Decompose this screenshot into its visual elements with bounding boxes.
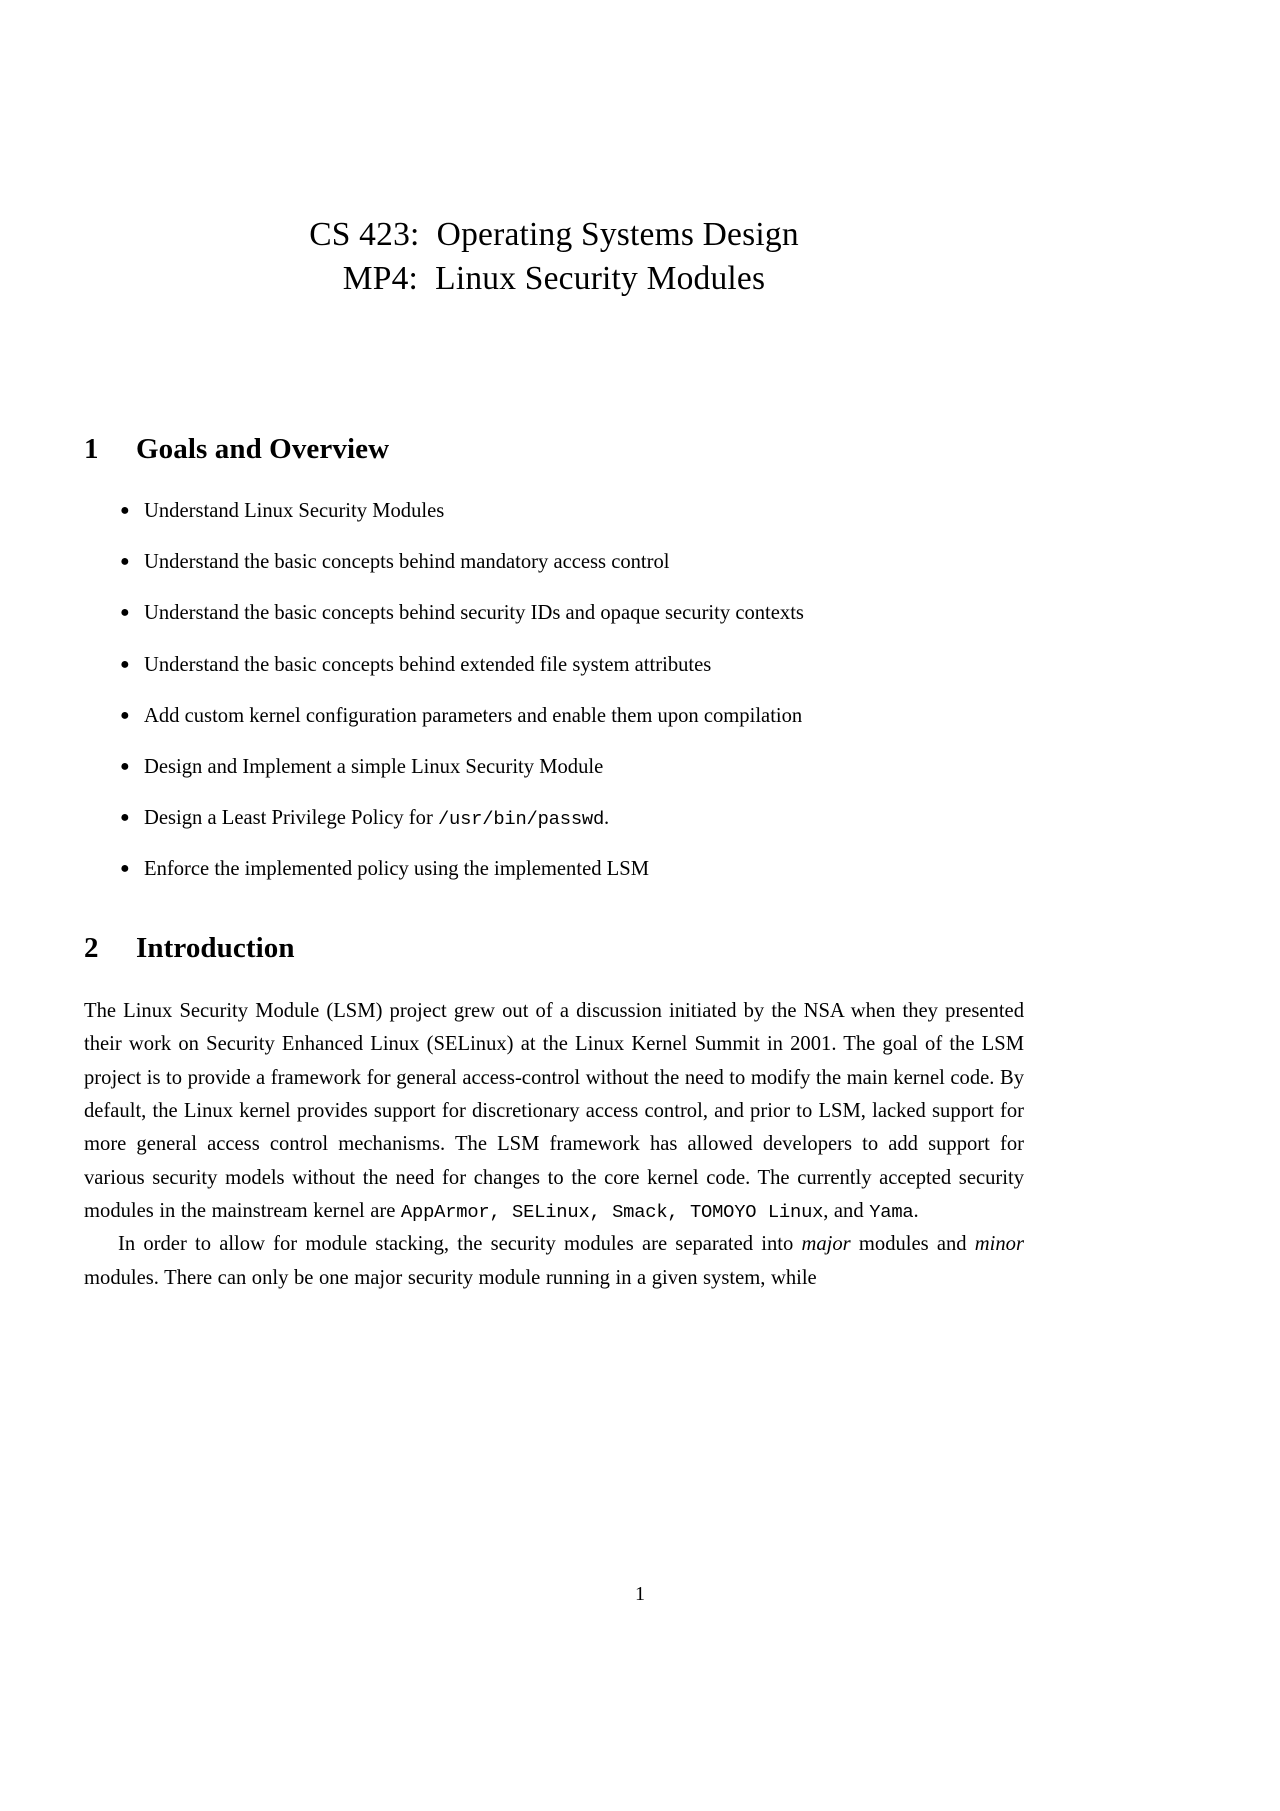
goal-text-tail: . — [604, 807, 610, 830]
goal-text: Understand the basic concepts behind mandatory access control — [144, 551, 670, 574]
goal-text: Add custom kernel configuration parameters and enable them upon compilation — [144, 704, 803, 727]
list-item — [84, 705, 1024, 729]
bullet-icon: ● — [120, 604, 130, 622]
bullet-icon: ● — [120, 553, 130, 571]
paragraph-text: modules and — [850, 1233, 975, 1256]
code-path-passwd: /usr/bin/passwd — [437, 808, 605, 831]
list-item — [84, 756, 1024, 780]
intro-paragraph-1 — [84, 995, 1024, 1229]
code-module-list: AppArmor, SELinux, Smack, TOMOYO Linux — [400, 1201, 824, 1224]
section-title-1: Goals and Overview — [136, 433, 390, 466]
goal-text: Understand Linux Security Modules — [144, 500, 445, 523]
section-number-2: 2 — [84, 931, 99, 964]
bullet-icon: ● — [120, 809, 130, 827]
goals-list — [84, 500, 1024, 882]
list-item — [84, 807, 1024, 831]
section-introduction — [84, 932, 1024, 1295]
page-number: 1 — [635, 1583, 645, 1605]
emphasis-minor: minor — [974, 1233, 1024, 1256]
goal-text: Understand the basic concepts behind extended file system attributes — [144, 653, 712, 676]
emphasis-major: major — [801, 1233, 851, 1256]
paragraph-text: , and — [823, 1200, 870, 1223]
bullet-icon: ● — [120, 655, 130, 673]
bullet-icon: ● — [120, 757, 130, 775]
goal-text: Design a Least Privilege Policy for — [144, 807, 438, 830]
goal-text: Understand the basic concepts behind security IDs and opaque security contexts — [144, 602, 804, 625]
section-goals-and-overview — [84, 433, 1024, 882]
list-item — [84, 500, 1024, 524]
intro-paragraph-2 — [84, 1228, 1024, 1295]
code-module-yama: Yama — [869, 1201, 914, 1224]
title-line-2: MP4: Linux Security Modules — [342, 259, 766, 297]
goal-text: Design and Implement a simple Linux Security Module — [144, 755, 604, 778]
paragraph-text: The Linux Security Module (LSM) project grew out of a discussion initiated by the NSA when they presented their work on Security Enhanced Linux (SELinux) at the Linux Kernel Summit in 2001. The goal of the LSM project is to provide a framework for general access-control without the need to modify the main kernel code. By default, the Linux kernel provides support for discretionary access control, and prior to LSM, lacked support for more general access control mechanisms. The LSM framework has allowed developers to add support for various security models without the need for changes to the core kernel code. The currently accepted security modules in the mainstream kernel are — [84, 999, 1024, 1223]
section-heading-1 — [84, 433, 1024, 466]
goal-text: Enforce the implemented policy using the implemented LSM — [144, 858, 649, 881]
title-line-1: CS 423: Operating Systems Design — [309, 216, 799, 253]
list-item — [84, 654, 1024, 678]
section-number-1: 1 — [84, 433, 99, 466]
document-title — [84, 213, 1024, 300]
bullet-icon: ● — [120, 860, 130, 878]
bullet-icon: ● — [120, 502, 130, 520]
paragraph-text: modules. There can only be one major security module running in a given system, while — [84, 1266, 817, 1289]
paragraph-text: In order to allow for module stacking, the security modules are separated into — [118, 1233, 802, 1256]
page-content — [84, 0, 1024, 1295]
section-heading-2 — [84, 932, 1024, 965]
list-item — [84, 858, 1024, 882]
list-item — [84, 602, 1024, 626]
paragraph-text: . — [913, 1200, 919, 1223]
section-title-2: Introduction — [136, 931, 295, 964]
list-item — [84, 551, 1024, 575]
bullet-icon: ● — [120, 706, 130, 724]
